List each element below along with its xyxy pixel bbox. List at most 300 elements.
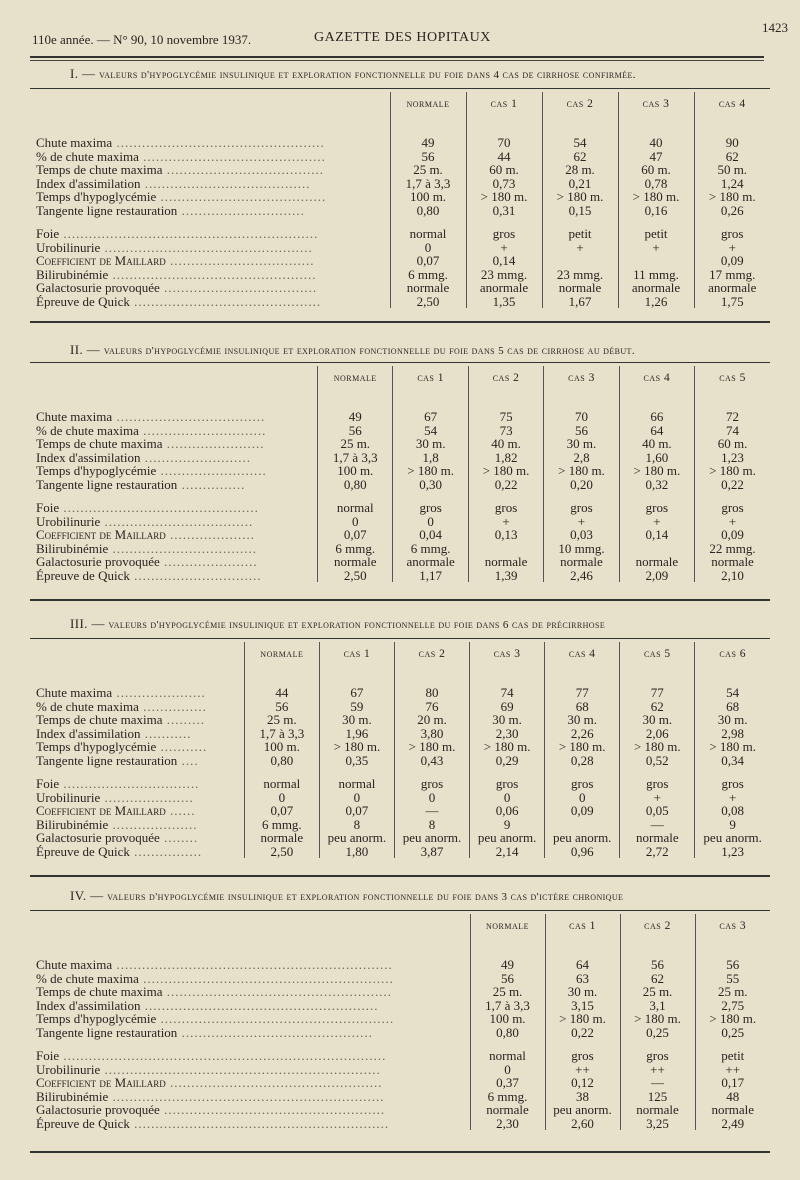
value-cell: 47	[618, 150, 694, 164]
value-cell: 56	[318, 424, 393, 438]
row-label-text: Bilirubinémie	[36, 816, 109, 832]
table-row	[30, 845, 770, 859]
table-row	[30, 437, 770, 451]
value-cell: 25 m.	[390, 163, 466, 177]
column-header: cas 6	[695, 642, 770, 680]
value-cell: 0,43	[394, 754, 469, 768]
leader-dots: ............................................................	[59, 226, 319, 241]
column-header: cas 5	[620, 642, 695, 680]
value-cell: 6 mmg.	[470, 1090, 545, 1104]
value-cell: 25 m.	[244, 713, 319, 727]
value-cell: 0,08	[695, 804, 770, 818]
value-cell: 0,35	[319, 754, 394, 768]
row-label-text: Chute maxima	[36, 685, 113, 700]
header-row	[30, 642, 770, 680]
table-row	[30, 727, 770, 741]
value-cell: 25 m.	[620, 985, 695, 999]
row-label-text: % de chute maxima	[36, 422, 139, 438]
row-label	[30, 818, 244, 832]
row-label	[30, 1012, 470, 1026]
value-cell: 64	[619, 424, 694, 438]
row-label	[30, 1063, 470, 1077]
value-cell: +	[618, 241, 694, 255]
value-cell: > 180 m.	[319, 740, 394, 754]
value-cell: 0,09	[694, 254, 770, 268]
value-cell: 66	[619, 410, 694, 424]
table-number: I. —	[70, 66, 100, 81]
value-cell: 72	[695, 410, 770, 424]
row-label	[30, 1076, 470, 1090]
value-cell: +	[620, 791, 695, 805]
value-cell: 48	[695, 1090, 770, 1104]
row-label-text: Foie	[36, 226, 60, 241]
value-cell: normale	[695, 555, 770, 569]
value-cell: petit	[618, 227, 694, 241]
value-cell: gros	[694, 227, 770, 241]
value-cell: gros	[620, 777, 695, 791]
value-cell: 62	[694, 150, 770, 164]
header-row	[30, 914, 770, 952]
value-cell: +	[544, 515, 619, 529]
column-header: cas 1	[545, 914, 620, 952]
table-row	[30, 515, 770, 529]
table-row	[30, 478, 770, 492]
value-cell: 2,75	[695, 999, 770, 1013]
value-cell: 3,80	[394, 727, 469, 741]
value-cell: 70	[544, 410, 619, 424]
value-cell: 0,15	[542, 204, 618, 218]
value-cell: 56	[244, 700, 319, 714]
value-cell: +	[542, 241, 618, 255]
value-cell: 49	[318, 410, 393, 424]
value-cell: 0,96	[545, 845, 620, 859]
table-row	[30, 999, 770, 1013]
value-cell: 100 m.	[470, 1012, 545, 1026]
column-header: cas 3	[618, 92, 694, 130]
value-cell: > 180 m.	[694, 190, 770, 204]
row-label	[30, 1049, 470, 1063]
table-title	[70, 342, 635, 358]
value-cell: > 180 m.	[695, 740, 770, 754]
value-cell: 0,30	[393, 478, 468, 492]
table-caption: valeurs d'hypoglycémie insulinique et exploration fonctionnelle du foie dans 3 cas d'ictère chronique	[107, 891, 624, 903]
journal-title: GAZETTE DES HOPITAUX	[314, 30, 491, 45]
leader-dots: ............................................................................	[59, 1048, 387, 1063]
row-label	[30, 754, 244, 768]
row-label	[30, 451, 318, 465]
value-cell: 55	[695, 972, 770, 986]
row-label-text: Urobilinurie	[36, 789, 101, 805]
column-header: cas 3	[470, 642, 545, 680]
value-cell: —	[620, 818, 695, 832]
value-cell: 23 mmg.	[542, 268, 618, 282]
value-cell: 56	[695, 958, 770, 972]
value-cell: 0,28	[545, 754, 620, 768]
value-cell: 30 m.	[319, 713, 394, 727]
value-cell: 2,60	[545, 1117, 620, 1131]
leader-dots: ...............	[177, 476, 246, 492]
row-label	[30, 204, 390, 218]
column-header: cas 2	[542, 92, 618, 130]
value-cell: 2,49	[695, 1117, 770, 1131]
value-cell: 49	[390, 136, 466, 150]
table-row	[30, 136, 770, 150]
value-cell: 56	[390, 150, 466, 164]
value-cell: 30 m.	[470, 713, 545, 727]
row-label	[30, 515, 318, 529]
value-cell: 0,13	[468, 528, 543, 542]
table-row	[30, 569, 770, 583]
table-row	[30, 818, 770, 832]
row-label-text: Épreuve de Quick	[36, 843, 130, 859]
table-row	[30, 464, 770, 478]
row-label	[30, 542, 318, 556]
value-cell	[618, 254, 694, 268]
value-cell: 1,17	[393, 569, 468, 583]
value-cell: +	[619, 515, 694, 529]
row-label-text: Urobilinurie	[36, 239, 101, 255]
value-cell: 3,1	[620, 999, 695, 1013]
table-row	[30, 1117, 770, 1131]
table-row	[30, 713, 770, 727]
value-cell: 59	[319, 700, 394, 714]
leader-dots: .....................................................	[162, 984, 393, 999]
value-cell: 0,05	[620, 804, 695, 818]
column-header: cas 5	[695, 366, 770, 404]
table-title	[70, 888, 623, 904]
value-cell: 64	[545, 958, 620, 972]
table-row	[30, 1049, 770, 1063]
value-cell: 3,25	[620, 1117, 695, 1131]
row-label	[30, 281, 390, 295]
value-cell: > 180 m.	[618, 190, 694, 204]
row-label	[30, 501, 318, 515]
value-cell: 30 m.	[393, 437, 468, 451]
table-row	[30, 281, 770, 295]
leader-dots: ...........	[156, 739, 208, 754]
value-cell: 56	[544, 424, 619, 438]
value-cell: 2,14	[470, 845, 545, 859]
value-cell: 30 m.	[545, 713, 620, 727]
row-label-text: Bilirubinémie	[36, 266, 109, 282]
table-row	[30, 777, 770, 791]
row-label-text: Coefficient de Maillard	[36, 803, 166, 818]
value-cell: > 180 m.	[394, 740, 469, 754]
value-cell: 2,50	[390, 295, 466, 309]
table-row	[30, 686, 770, 700]
table-caption: valeurs d'hypoglycémie insulinique et exploration fonctionnelle du foie dans 4 cas de cirrhose confirmée.	[99, 69, 636, 81]
row-label-text: Chute maxima	[36, 957, 113, 972]
row-label-text: Coefficient de Maillard	[36, 1075, 166, 1090]
row-label-text: Foie	[36, 1048, 60, 1063]
value-cell: 30 m.	[545, 985, 620, 999]
value-cell: 69	[470, 700, 545, 714]
leader-dots: .............................	[138, 422, 267, 438]
value-cell: 100 m.	[390, 190, 466, 204]
row-label	[30, 791, 244, 805]
value-cell: 0,29	[470, 754, 545, 768]
row-label-text: Tangente ligne restauration	[36, 1024, 178, 1040]
value-cell: 1,67	[542, 295, 618, 309]
table-row	[30, 410, 770, 424]
table-row	[30, 268, 770, 282]
value-cell: 0,80	[244, 754, 319, 768]
table-row	[30, 740, 770, 754]
column-header: cas 2	[620, 914, 695, 952]
row-label	[30, 437, 318, 451]
value-cell: normal	[470, 1049, 545, 1063]
value-cell: 0,32	[619, 478, 694, 492]
value-cell: 30 m.	[695, 713, 770, 727]
value-cell	[619, 542, 694, 556]
row-label-text: Temps d'hypoglycémie	[36, 463, 157, 478]
row-label	[30, 740, 244, 754]
row-label	[30, 845, 244, 859]
row-label	[30, 999, 470, 1013]
leader-dots: .................................................	[100, 239, 313, 255]
row-label	[30, 254, 390, 268]
leader-dots: ......................	[159, 554, 258, 569]
value-cell: gros	[470, 777, 545, 791]
value-cell: peu anorm.	[545, 831, 620, 845]
value-cell: 68	[695, 700, 770, 714]
row-label-text: Coefficient de Maillard	[36, 527, 166, 542]
value-cell: 0	[393, 515, 468, 529]
table-row	[30, 163, 770, 177]
column-header: cas 4	[545, 642, 620, 680]
table-row	[30, 555, 770, 569]
column-header: normale	[470, 914, 545, 952]
value-cell: 0	[244, 791, 319, 805]
row-label-text: Foie	[36, 500, 60, 515]
value-cell: > 180 m.	[545, 740, 620, 754]
value-cell: 49	[470, 958, 545, 972]
row-label	[30, 985, 470, 999]
row-label-text: Galactosurie provoquée	[36, 1102, 160, 1117]
value-cell: 2,46	[544, 569, 619, 583]
row-label-text: % de chute maxima	[36, 698, 139, 714]
value-cell: +	[695, 515, 770, 529]
value-cell: 9	[470, 818, 545, 832]
value-cell: 0,07	[319, 804, 394, 818]
row-label-text: Chute maxima	[36, 409, 113, 424]
row-label-text: Temps d'hypoglycémie	[36, 189, 157, 204]
value-cell: 0,04	[393, 528, 468, 542]
value-cell: gros	[695, 501, 770, 515]
value-cell: ++	[620, 1063, 695, 1077]
table-caption: valeurs d'hypoglycémie insulinique et exploration fonctionnelle du foie dans 5 cas de cirrhose au début.	[103, 345, 635, 357]
value-cell: petit	[695, 1049, 770, 1063]
row-label-text: Épreuve de Quick	[36, 293, 130, 309]
row-label-text: Index d'assimilation	[36, 997, 141, 1013]
leader-dots: ....	[177, 752, 199, 768]
value-cell: normal	[244, 777, 319, 791]
row-label-text: Bilirubinémie	[36, 1088, 109, 1104]
value-cell: 62	[542, 150, 618, 164]
value-cell: gros	[468, 501, 543, 515]
value-cell: 76	[394, 700, 469, 714]
value-cell: 0,09	[545, 804, 620, 818]
row-label	[30, 227, 390, 241]
value-cell: 1,23	[695, 845, 770, 859]
table-row	[30, 150, 770, 164]
value-cell: +	[694, 241, 770, 255]
column-header: normale	[244, 642, 319, 680]
value-cell: 50 m.	[694, 163, 770, 177]
leader-dots: ....................	[165, 527, 255, 542]
value-cell: 62	[620, 700, 695, 714]
corner-cell	[30, 642, 244, 680]
value-cell: 74	[695, 424, 770, 438]
leader-dots: ..................................	[108, 540, 257, 556]
table-row	[30, 754, 770, 768]
header-row	[30, 92, 770, 130]
value-cell: > 180 m.	[393, 464, 468, 478]
leader-dots: .................................................................	[100, 1061, 381, 1077]
row-label-text: Index d'assimilation	[36, 725, 141, 741]
row-label-text: Temps d'hypoglycémie	[36, 1011, 157, 1026]
value-cell: 60 m.	[466, 163, 542, 177]
value-cell: 8	[394, 818, 469, 832]
value-cell: 80	[394, 686, 469, 700]
leader-dots: .......................................	[140, 175, 311, 191]
value-cell: 70	[466, 136, 542, 150]
value-cell: gros	[466, 227, 542, 241]
leader-dots: ...............	[138, 698, 207, 714]
row-label-text: Temps de chute maxima	[36, 984, 163, 999]
value-cell: 0,80	[470, 1026, 545, 1040]
value-cell: gros	[394, 777, 469, 791]
row-label	[30, 777, 244, 791]
value-cell: 1,24	[694, 177, 770, 191]
value-cell: 0,12	[545, 1076, 620, 1090]
value-cell: normale	[244, 831, 319, 845]
row-label	[30, 804, 244, 818]
value-cell: 1,7 à 3,3	[318, 451, 393, 465]
column-header: normale	[390, 92, 466, 130]
column-header: cas 3	[695, 914, 770, 952]
value-cell: 25 m.	[470, 985, 545, 999]
value-cell: normale	[544, 555, 619, 569]
value-cell: 3,87	[394, 845, 469, 859]
value-cell: > 180 m.	[544, 464, 619, 478]
value-cell: normale	[620, 1103, 695, 1117]
value-cell: 0,37	[470, 1076, 545, 1090]
table-row	[30, 700, 770, 714]
row-label	[30, 136, 390, 150]
value-cell: 0	[470, 1063, 545, 1077]
value-cell: 100 m.	[318, 464, 393, 478]
value-cell: 68	[545, 700, 620, 714]
column-header: cas 1	[393, 366, 468, 404]
value-cell: peu anorm.	[545, 1103, 620, 1117]
leader-dots: ................................................	[108, 266, 317, 282]
row-label	[30, 727, 244, 741]
column-header: cas 1	[466, 92, 542, 130]
row-label-text: Temps de chute maxima	[36, 712, 163, 727]
value-cell: 125	[620, 1090, 695, 1104]
value-cell: > 180 m.	[619, 464, 694, 478]
value-cell: 62	[620, 972, 695, 986]
row-label-text: Épreuve de Quick	[36, 1115, 130, 1131]
row-label-text: Chute maxima	[36, 135, 113, 150]
value-cell: 3,15	[545, 999, 620, 1013]
value-cell: normal	[390, 227, 466, 241]
leader-dots: ...........	[140, 725, 192, 741]
table-row	[30, 227, 770, 241]
table-row	[30, 501, 770, 515]
value-cell: ++	[695, 1063, 770, 1077]
corner-cell	[30, 914, 470, 952]
value-cell: 73	[468, 424, 543, 438]
column-header: cas 2	[394, 642, 469, 680]
value-cell: 90	[694, 136, 770, 150]
leader-dots: .................................................................	[112, 957, 393, 972]
value-cell: 2,06	[620, 727, 695, 741]
value-cell: 1,7 à 3,3	[244, 727, 319, 741]
row-label-text: Galactosurie provoquée	[36, 554, 160, 569]
row-label-text: Index d'assimilation	[36, 175, 141, 191]
value-cell: 0,07	[318, 528, 393, 542]
value-cell: gros	[393, 501, 468, 515]
row-label	[30, 700, 244, 714]
leader-dots: .........	[162, 712, 206, 727]
leader-dots: .......................................................	[140, 997, 379, 1013]
leader-dots: .................................................	[112, 135, 325, 150]
row-label	[30, 268, 390, 282]
value-cell: 1,82	[468, 451, 543, 465]
leader-dots: ......	[165, 803, 196, 818]
value-cell: 2,09	[619, 569, 694, 583]
row-label	[30, 528, 318, 542]
value-cell: 2,98	[695, 727, 770, 741]
value-cell: 0,14	[619, 528, 694, 542]
leader-dots: .....................	[100, 789, 194, 805]
value-cell: 6 mmg.	[393, 542, 468, 556]
value-cell: 1,39	[468, 569, 543, 583]
corner-cell	[30, 366, 318, 404]
table-row	[30, 190, 770, 204]
value-cell: 0,31	[466, 204, 542, 218]
value-cell: 2,72	[620, 845, 695, 859]
value-cell: anormale	[618, 281, 694, 295]
value-cell: normale	[542, 281, 618, 295]
column-header: cas 2	[468, 366, 543, 404]
value-cell: ++	[545, 1063, 620, 1077]
results-table	[30, 366, 770, 582]
leader-dots: .....................	[112, 685, 206, 700]
leader-dots: .............................	[177, 202, 305, 218]
table-row	[30, 241, 770, 255]
value-cell: 56	[620, 958, 695, 972]
value-cell: 0	[319, 791, 394, 805]
results-table	[30, 92, 770, 308]
value-cell: normal	[318, 501, 393, 515]
value-cell: 54	[695, 686, 770, 700]
value-cell: > 180 m.	[542, 190, 618, 204]
value-cell: 67	[393, 410, 468, 424]
leader-dots: ...........................................................	[138, 970, 394, 986]
table-caption: valeurs d'hypoglycémie insulinique et exploration fonctionnelle du foie dans 6 cas de précirrhose	[108, 619, 606, 631]
value-cell: gros	[545, 777, 620, 791]
table-row	[30, 1063, 770, 1077]
table-row	[30, 1012, 770, 1026]
table-number: III. —	[70, 616, 109, 631]
value-cell: 0,78	[618, 177, 694, 191]
column-header: cas 4	[694, 92, 770, 130]
value-cell: 0,22	[545, 1026, 620, 1040]
row-label	[30, 295, 390, 309]
